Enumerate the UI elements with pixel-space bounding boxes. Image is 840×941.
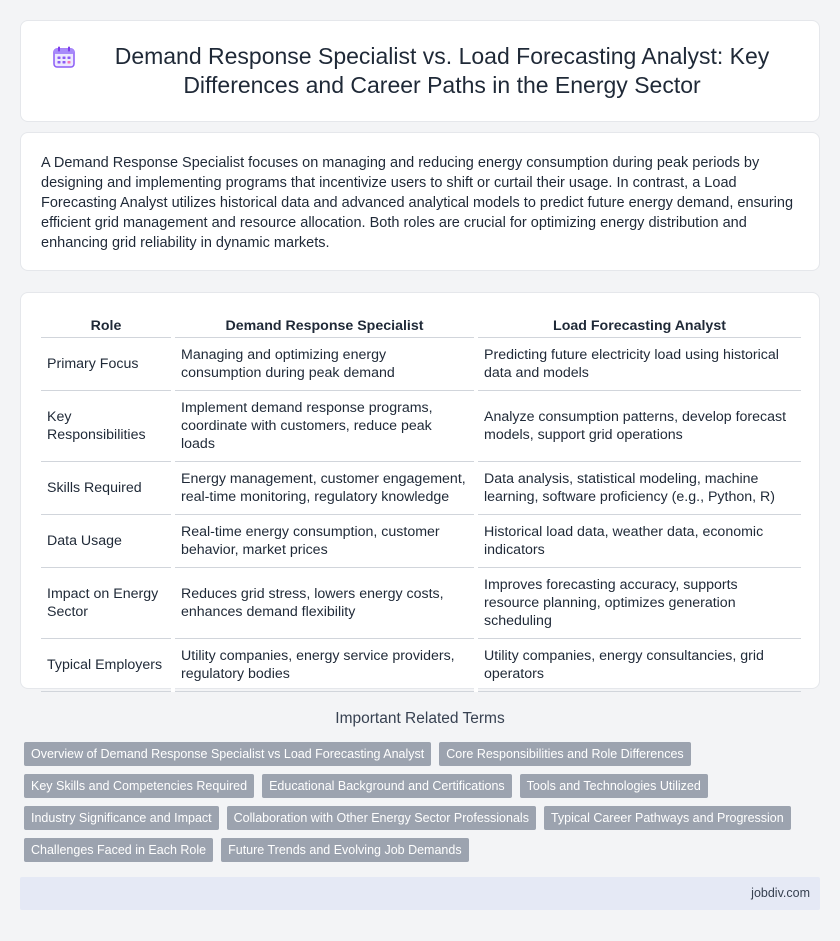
related-term-tag[interactable]: Future Trends and Evolving Job Demands bbox=[221, 838, 468, 862]
table-row bbox=[41, 568, 801, 639]
cell-load-forecasting: Historical load data, weather data, economic indicators bbox=[476, 515, 801, 568]
header-load-forecasting-analyst: Load Forecasting Analyst bbox=[476, 313, 801, 338]
cell-demand-response: Implement demand response programs, coordinate with customers, reduce peak loads bbox=[173, 391, 476, 462]
table-row bbox=[41, 462, 801, 515]
related-term-tag[interactable]: Educational Background and Certifications bbox=[262, 774, 512, 798]
related-term-tag[interactable]: Typical Career Pathways and Progression bbox=[544, 806, 791, 830]
related-term-tag[interactable]: Key Skills and Competencies Required bbox=[24, 774, 254, 798]
row-label: Typical Employers bbox=[41, 639, 173, 692]
table-row bbox=[41, 338, 801, 391]
cell-load-forecasting: Analyze consumption patterns, develop forecast models, support grid operations bbox=[476, 391, 801, 462]
footer-site-link[interactable]: jobdiv.com bbox=[751, 886, 810, 900]
row-label: Primary Focus bbox=[41, 338, 173, 391]
page-title: Demand Response Specialist vs. Load Forecasting Analyst: Key Differences and Career Paths in the Energy Sector bbox=[114, 43, 770, 98]
row-label: Key Responsibilities bbox=[41, 391, 173, 462]
cell-load-forecasting: Predicting future electricity load using historical data and models bbox=[476, 338, 801, 391]
row-label: Skills Required bbox=[41, 462, 173, 515]
cell-demand-response: Utility companies, energy service providers, regulatory bodies bbox=[173, 639, 476, 692]
calendar-icon bbox=[51, 44, 77, 70]
related-term-tag[interactable]: Collaboration with Other Energy Sector Professionals bbox=[227, 806, 536, 830]
related-term-tag[interactable]: Challenges Faced in Each Role bbox=[24, 838, 213, 862]
related-term-tag[interactable]: Overview of Demand Response Specialist vs Load Forecasting Analyst bbox=[24, 742, 431, 766]
related-terms-list bbox=[24, 742, 824, 870]
summary-text: A Demand Response Specialist focuses on managing and reducing energy consumption during peak periods by designing and implementing programs that incentivize users to shift or curtail their usage. In contrast, a Load Forecasting Analyst utilizes historical data and advanced analytical models to predict future energy demand, ensuring efficient grid management and resource allocation. Both roles are crucial for optimizing energy distribution and enhancing grid reliability in dynamic markets. bbox=[41, 155, 794, 251]
related-term-tag[interactable]: Industry Significance and Impact bbox=[24, 806, 219, 830]
title-card bbox=[20, 20, 820, 122]
related-term-tag[interactable]: Tools and Technologies Utilized bbox=[520, 774, 708, 798]
table-row bbox=[41, 639, 801, 692]
table-row bbox=[41, 391, 801, 462]
cell-load-forecasting: Improves forecasting accuracy, supports resource planning, optimizes generation scheduling bbox=[476, 568, 801, 639]
summary-card bbox=[20, 132, 820, 271]
cell-demand-response: Energy management, customer engagement, real-time monitoring, regulatory knowledge bbox=[173, 462, 476, 515]
cell-load-forecasting: Data analysis, statistical modeling, machine learning, software proficiency (e.g., Python, R) bbox=[476, 462, 801, 515]
cell-demand-response: Real-time energy consumption, customer behavior, market prices bbox=[173, 515, 476, 568]
related-terms-title: Important Related Terms bbox=[335, 710, 505, 727]
cell-demand-response: Reduces grid stress, lowers energy costs, enhances demand flexibility bbox=[173, 568, 476, 639]
row-label: Data Usage bbox=[41, 515, 173, 568]
cell-demand-response: Managing and optimizing energy consumption during peak demand bbox=[173, 338, 476, 391]
cell-load-forecasting: Utility companies, energy consultancies, grid operators bbox=[476, 639, 801, 692]
comparison-table bbox=[41, 313, 801, 692]
header-role: Role bbox=[41, 313, 173, 338]
footer-bar bbox=[20, 877, 820, 910]
related-term-tag[interactable]: Core Responsibilities and Role Differences bbox=[439, 742, 690, 766]
header-demand-response-specialist: Demand Response Specialist bbox=[173, 313, 476, 338]
comparison-card bbox=[20, 292, 820, 689]
row-label: Impact on Energy Sector bbox=[41, 568, 173, 639]
table-header-row bbox=[41, 313, 801, 338]
table-row bbox=[41, 515, 801, 568]
